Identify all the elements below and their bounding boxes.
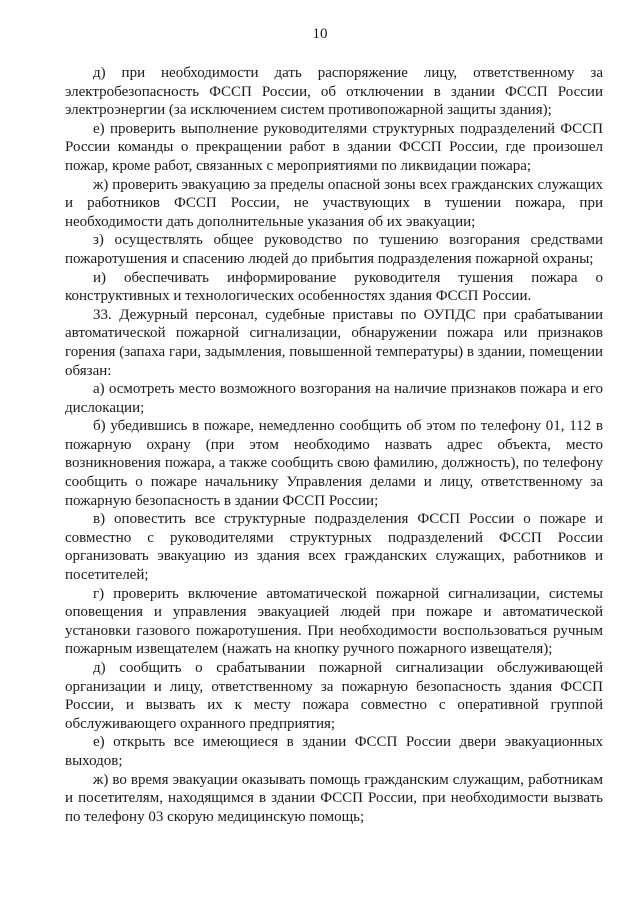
paragraph-b-report-fire: б) убедившись в пожаре, немедленно сообщить об этом по телефону 01, 112 в пожарную охрану (при этом необходимо назвать адрес объекта, место возникновения пожара, а также сообщить свою фамилию, должность), по телефону сообщить о пожаре начальнику Управления делами и лицу, ответственному за пожарную безопасность в здании ФССП России; — [65, 418, 603, 509]
document-body — [65, 64, 603, 826]
paragraph-g-check-alarm: г) проверить включение автоматической пожарной сигнализации, системы оповещения и управления эвакуацией людей при пожаре и автоматической установки газового пожаротушения. При необходимости воспользоваться ручным пожарным извещателем (нажать на кнопку ручного пожарного извещателя); — [65, 585, 603, 658]
page-number: 10 — [312, 26, 328, 42]
paragraph-z-general-management: з) осуществлять общее руководство по тушению возгорания средствами пожаротушения и спасению людей до прибытия подразделения пожарной охраны; — [65, 232, 603, 267]
paragraph-e-open-exits: е) открыть все имеющиеся в здании ФССП России двери эвакуационных выходов; — [65, 734, 603, 769]
paragraph-a-inspect-site: а) осмотреть место возможного возгорания на наличие признаков пожара и его дислокации; — [65, 381, 603, 416]
paragraph-zh-assist-evacuation: ж) во время эвакуации оказывать помощь гражданским служащим, работникам и посетителям, находящимся в здании ФССП России, при необходимости вызвать по телефону 03 скорую медицинскую помощь; — [65, 771, 603, 825]
paragraph-i-inform-leader: и) обеспечивать информирование руководителя тушения пожара о конструктивных и технологических особенностях здания ФССП России. — [65, 269, 603, 305]
paragraph-zh-check-evacuation: ж) проверить эвакуацию за пределы опасной зоны всех гражданских служащих и работников ФССП России, не участвующих в тушении пожара, при необходимости дать дополнительные указания об их эвакуации; — [65, 176, 603, 230]
paragraph-d-power-shutoff: д) при необходимости дать распоряжение лицу, ответственному за электробезопасность ФССП России, об отключении в здании ФССП России электроэнергии (за исключением систем противопожарной защиты здания); — [65, 65, 603, 119]
paragraph-33-duty-staff: 33. Дежурный персонал, судебные приставы по ОУПДС при срабатывании автоматической пожарной сигнализации, обнаружении пожара или признаков горения (запаха гари, задымления, повышенной температуры) в здании, помещении обязан: — [65, 306, 603, 379]
paragraph-v-notify-divisions: в) оповестить все структурные подразделения ФССП России о пожаре и совместно с руководителями структурных подразделений ФССП России организовать эвакуацию из здания всех гражданских служащих, работников и посетителей; — [65, 511, 603, 584]
paragraph-e-stop-work: е) проверить выполнение руководителями структурных подразделений ФССП России команды о прекращении работ в здании ФССП России, где произошел пожар, кроме работ, связанных с мероприятиями по ликвидации пожара; — [65, 120, 603, 174]
paragraph-d-report-alarm: д) сообщить о срабатывании пожарной сигнализации обслуживающей организации и лицу, ответственному за пожарную безопасность здания ФССП России, и вызвать их к месту пожара совместно с оперативной группой обслуживающего охранного предприятия; — [65, 660, 603, 732]
